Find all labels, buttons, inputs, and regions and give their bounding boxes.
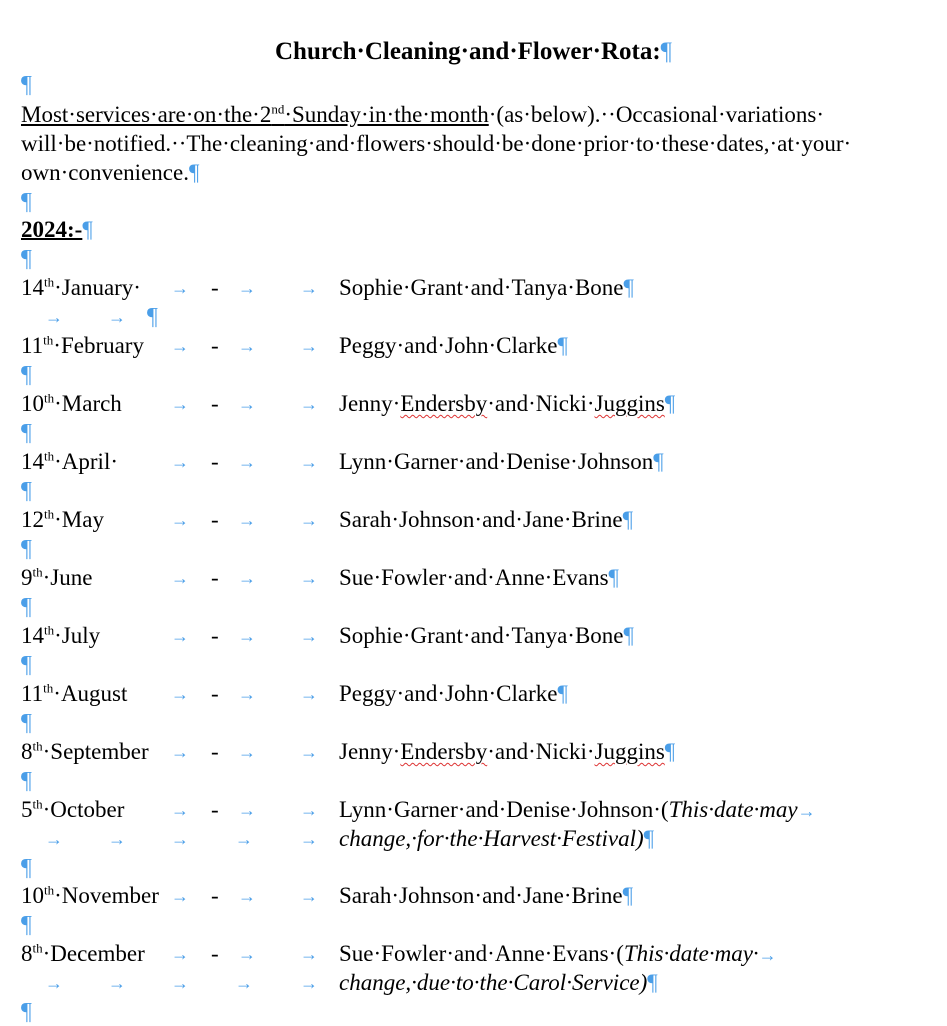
tab-arrow-mark: → (300, 684, 318, 704)
rota-dash: - (211, 739, 219, 764)
rota-names (339, 739, 675, 765)
rota-day: 5 (21, 797, 33, 822)
rota-names-text: ·and·Nicki· (487, 391, 595, 416)
rota-month: ·July (54, 623, 101, 648)
rota-day-suffix: th (44, 274, 55, 290)
tab-arrow-mark: → (108, 829, 126, 849)
tab-arrow-mark: → (171, 886, 189, 906)
tab-arrow-mark: → (171, 568, 189, 588)
tab-arrow-mark: → (108, 973, 126, 993)
rota-month: ·August (53, 681, 128, 706)
rota-names (339, 681, 568, 707)
rota-date (21, 739, 149, 765)
tab-arrow-mark: → (300, 394, 318, 414)
tab-arrow-mark: → (300, 278, 318, 298)
rota-day: 14 (21, 449, 44, 474)
tab-arrow-mark: → (300, 568, 318, 588)
intro-text-b: ·Sunday·in·the·month (284, 102, 489, 127)
tab-arrow-mark: → (45, 829, 63, 849)
paragraph-mark: ¶ (653, 449, 664, 474)
rota-month: ·September (42, 739, 149, 764)
rota-names-text: Sarah·Johnson·and·Jane·Brine (339, 883, 623, 908)
paragraph-mark: ¶ (21, 594, 32, 620)
rota-date (21, 681, 127, 707)
tab-arrow-mark: → (238, 394, 256, 414)
rota-month: ·January· (54, 275, 141, 300)
rota-names-text: Peggy·and·John·Clarke (339, 333, 558, 358)
rota-month: ·June (42, 565, 93, 590)
rota-dash: - (211, 797, 219, 822)
paragraph-mark: ¶ (21, 189, 32, 215)
rota-names (339, 275, 634, 301)
year-heading-text: 2024:- (21, 217, 83, 242)
rota-month: ·May (54, 507, 104, 532)
rota-names (339, 941, 777, 967)
document-title (0, 38, 947, 66)
tab-arrow-mark: → (238, 510, 256, 530)
paragraph-mark: ¶ (664, 739, 676, 764)
rota-dash: - (211, 565, 219, 590)
rota-note-continued (339, 970, 658, 996)
tab-arrow-mark: → (171, 742, 189, 762)
rota-day: 10 (21, 391, 44, 416)
rota-month: ·December (42, 941, 145, 966)
spellcheck-word: Juggins (594, 391, 665, 416)
tab-arrow-mark: → (238, 452, 256, 472)
tab-arrow-mark: → (171, 944, 189, 964)
rota-note: change,·for·the·Harvest·Festival) (339, 826, 644, 851)
tab-arrow-mark: → (238, 886, 256, 906)
rota-dash: - (211, 333, 219, 358)
tab-arrow-mark: → (238, 800, 256, 820)
tab-arrow-mark: → (300, 626, 318, 646)
rota-day-suffix: th (32, 940, 43, 956)
intro-line-1 (21, 102, 824, 128)
rota-dash: - (211, 449, 219, 474)
intro-superscript: nd (271, 101, 285, 117)
tab-arrow-mark: → (300, 829, 318, 849)
rota-day-suffix: th (43, 680, 54, 696)
rota-dash: - (211, 623, 219, 648)
rota-dash: - (211, 883, 219, 908)
rota-names-text: Sue·Fowler·and·Anne·Evans·( (339, 941, 624, 966)
paragraph-mark: ¶ (21, 478, 32, 504)
tab-arrow-mark: → (108, 307, 126, 327)
tab-arrow-mark: → (171, 800, 189, 820)
paragraph-mark: ¶ (622, 883, 634, 908)
tab-arrow-mark: → (300, 742, 318, 762)
tab-arrow-mark: → (171, 278, 189, 298)
rota-dash: - (211, 507, 219, 532)
tab-arrow-mark: → (300, 973, 318, 993)
paragraph-mark: ¶ (21, 710, 32, 736)
rota-names (339, 449, 664, 475)
rota-month: ·April· (54, 449, 118, 474)
rota-day-suffix: th (32, 564, 43, 580)
spellcheck-word: Endersby (400, 739, 488, 764)
intro-line-3 (21, 160, 199, 186)
title-text: Church·Cleaning·and·Flower·Rota: (274, 38, 661, 65)
rota-names (339, 391, 675, 417)
tab-arrow-mark: → (171, 973, 189, 993)
rota-dash: - (211, 941, 219, 966)
tab-arrow-mark: → (238, 568, 256, 588)
rota-date (21, 623, 100, 649)
rota-day-suffix: th (43, 332, 54, 348)
rota-names (339, 565, 619, 591)
rota-day-suffix: th (44, 882, 55, 898)
intro-line-2: will·be·notified.··The·cleaning·and·flowers·should·be·done·prior·to·these·dates,·at·your· (21, 131, 852, 156)
spellcheck-word: Juggins (594, 739, 665, 764)
tab-arrow-mark: → (171, 684, 189, 704)
rota-names-text: Sue·Fowler·and·Anne·Evans (339, 565, 609, 590)
rota-month: ·March (54, 391, 122, 416)
rota-date (21, 883, 159, 909)
tab-arrow-mark: → (300, 886, 318, 906)
rota-date (21, 797, 124, 823)
rota-note: change,·due·to·the·Carol·Service) (339, 970, 648, 995)
tab-arrow-mark: → (171, 829, 189, 849)
paragraph-mark: ¶ (21, 420, 32, 446)
tab-arrow-mark: → (300, 800, 318, 820)
paragraph-mark: ¶ (21, 536, 32, 562)
rota-date (21, 449, 118, 475)
paragraph-mark: ¶ (622, 507, 634, 532)
rota-names-text: Lynn·Garner·and·Denise·Johnson (339, 449, 654, 474)
rota-names-text: Peggy·and·John·Clarke (339, 681, 558, 706)
rota-day: 14 (21, 623, 44, 648)
paragraph-mark: ¶ (21, 246, 32, 272)
paragraph-mark: ¶ (623, 623, 634, 648)
rota-note: This·date·may· (623, 941, 759, 966)
paragraph-mark: ¶ (660, 38, 672, 65)
tab-arrow-mark: → (238, 742, 256, 762)
paragraph-mark: ¶ (21, 855, 32, 881)
rota-date (21, 507, 104, 533)
tab-arrow-mark: → (300, 944, 318, 964)
rota-dash: - (211, 391, 219, 416)
rota-day: 11 (21, 681, 44, 706)
rota-month: ·October (42, 797, 125, 822)
paragraph-mark: ¶ (21, 652, 32, 678)
tab-arrow-mark: → (758, 945, 777, 965)
rota-note: This·date·may (668, 797, 798, 822)
rota-names (339, 623, 634, 649)
rota-day: 14 (21, 275, 44, 300)
rota-day-suffix: th (32, 796, 43, 812)
rota-names (339, 507, 633, 533)
paragraph-mark: ¶ (21, 768, 32, 794)
rota-dash: - (211, 275, 219, 300)
tab-arrow-mark: → (300, 452, 318, 472)
intro-text-rest: ·(as·below).··Occasional·variations· (488, 102, 825, 127)
intro-text-3: own·convenience. (21, 160, 189, 185)
year-heading (21, 217, 93, 243)
rota-day-suffix: th (44, 506, 55, 522)
rota-date (21, 565, 92, 591)
paragraph-mark: ¶ (647, 970, 658, 995)
tab-arrow-mark: → (300, 510, 318, 530)
tab-arrow-mark: → (235, 973, 253, 993)
rota-names-text: Sophie·Grant·and·Tanya·Bone (339, 275, 624, 300)
paragraph-mark: ¶ (188, 160, 200, 185)
tab-arrow-mark: → (238, 684, 256, 704)
rota-names-text: Jenny· (339, 391, 401, 416)
paragraph-mark: ¶ (664, 391, 676, 416)
spellcheck-word: Endersby (400, 391, 488, 416)
rota-date (21, 333, 144, 359)
tab-arrow-mark: → (171, 336, 189, 356)
rota-month: ·February (53, 333, 144, 358)
rota-names-text: Sophie·Grant·and·Tanya·Bone (339, 623, 624, 648)
rota-names-text: Jenny· (339, 739, 401, 764)
rota-day: 8 (21, 739, 33, 764)
rota-dash: - (211, 681, 219, 706)
intro-underlined-text (21, 102, 489, 127)
tab-arrow-mark: → (238, 626, 256, 646)
rota-names (339, 333, 568, 359)
paragraph-mark: ¶ (21, 362, 32, 388)
rota-day: 11 (21, 333, 44, 358)
rota-names-text: Lynn·Garner·and·Denise·Johnson·( (339, 797, 669, 822)
tab-arrow-mark: → (171, 510, 189, 530)
tab-arrow-mark: → (171, 394, 189, 414)
tab-arrow-mark: → (238, 336, 256, 356)
rota-names-text: ·and·Nicki· (487, 739, 595, 764)
paragraph-mark: ¶ (21, 72, 32, 98)
paragraph-mark: ¶ (557, 681, 568, 706)
rota-date (21, 275, 141, 301)
tab-arrow-mark: → (238, 944, 256, 964)
tab-arrow-mark: → (238, 278, 256, 298)
paragraph-mark: ¶ (21, 999, 32, 1025)
intro-text-a: Most·services·are·on·the·2 (21, 102, 272, 127)
paragraph-mark: ¶ (82, 217, 93, 242)
rota-month: ·November (54, 883, 159, 908)
tab-arrow-mark: → (235, 829, 253, 849)
rota-names (339, 797, 816, 823)
paragraph-mark: ¶ (608, 565, 619, 590)
paragraph-mark: ¶ (557, 333, 568, 358)
rota-day-suffix: th (44, 448, 55, 464)
rota-day-suffix: th (44, 390, 55, 406)
rota-date (21, 941, 145, 967)
tab-arrow-mark: → (45, 307, 63, 327)
paragraph-mark: ¶ (147, 304, 158, 330)
tab-arrow-mark: → (300, 336, 318, 356)
rota-day-suffix: th (44, 622, 55, 638)
rota-day: 12 (21, 507, 44, 532)
tab-arrow-mark: → (45, 973, 63, 993)
paragraph-mark: ¶ (21, 912, 32, 938)
paragraph-mark: ¶ (643, 826, 655, 851)
rota-day: 10 (21, 883, 44, 908)
tab-arrow-mark: → (171, 626, 189, 646)
tab-arrow-mark: → (171, 452, 189, 472)
rota-names-text: Sarah·Johnson·and·Jane·Brine (339, 507, 623, 532)
paragraph-mark: ¶ (623, 275, 634, 300)
rota-note-continued (339, 826, 654, 852)
rota-day: 9 (21, 565, 33, 590)
rota-names (339, 883, 633, 909)
tab-arrow-mark: → (797, 801, 816, 821)
rota-date (21, 391, 122, 417)
rota-day: 8 (21, 941, 33, 966)
rota-day-suffix: th (32, 738, 43, 754)
